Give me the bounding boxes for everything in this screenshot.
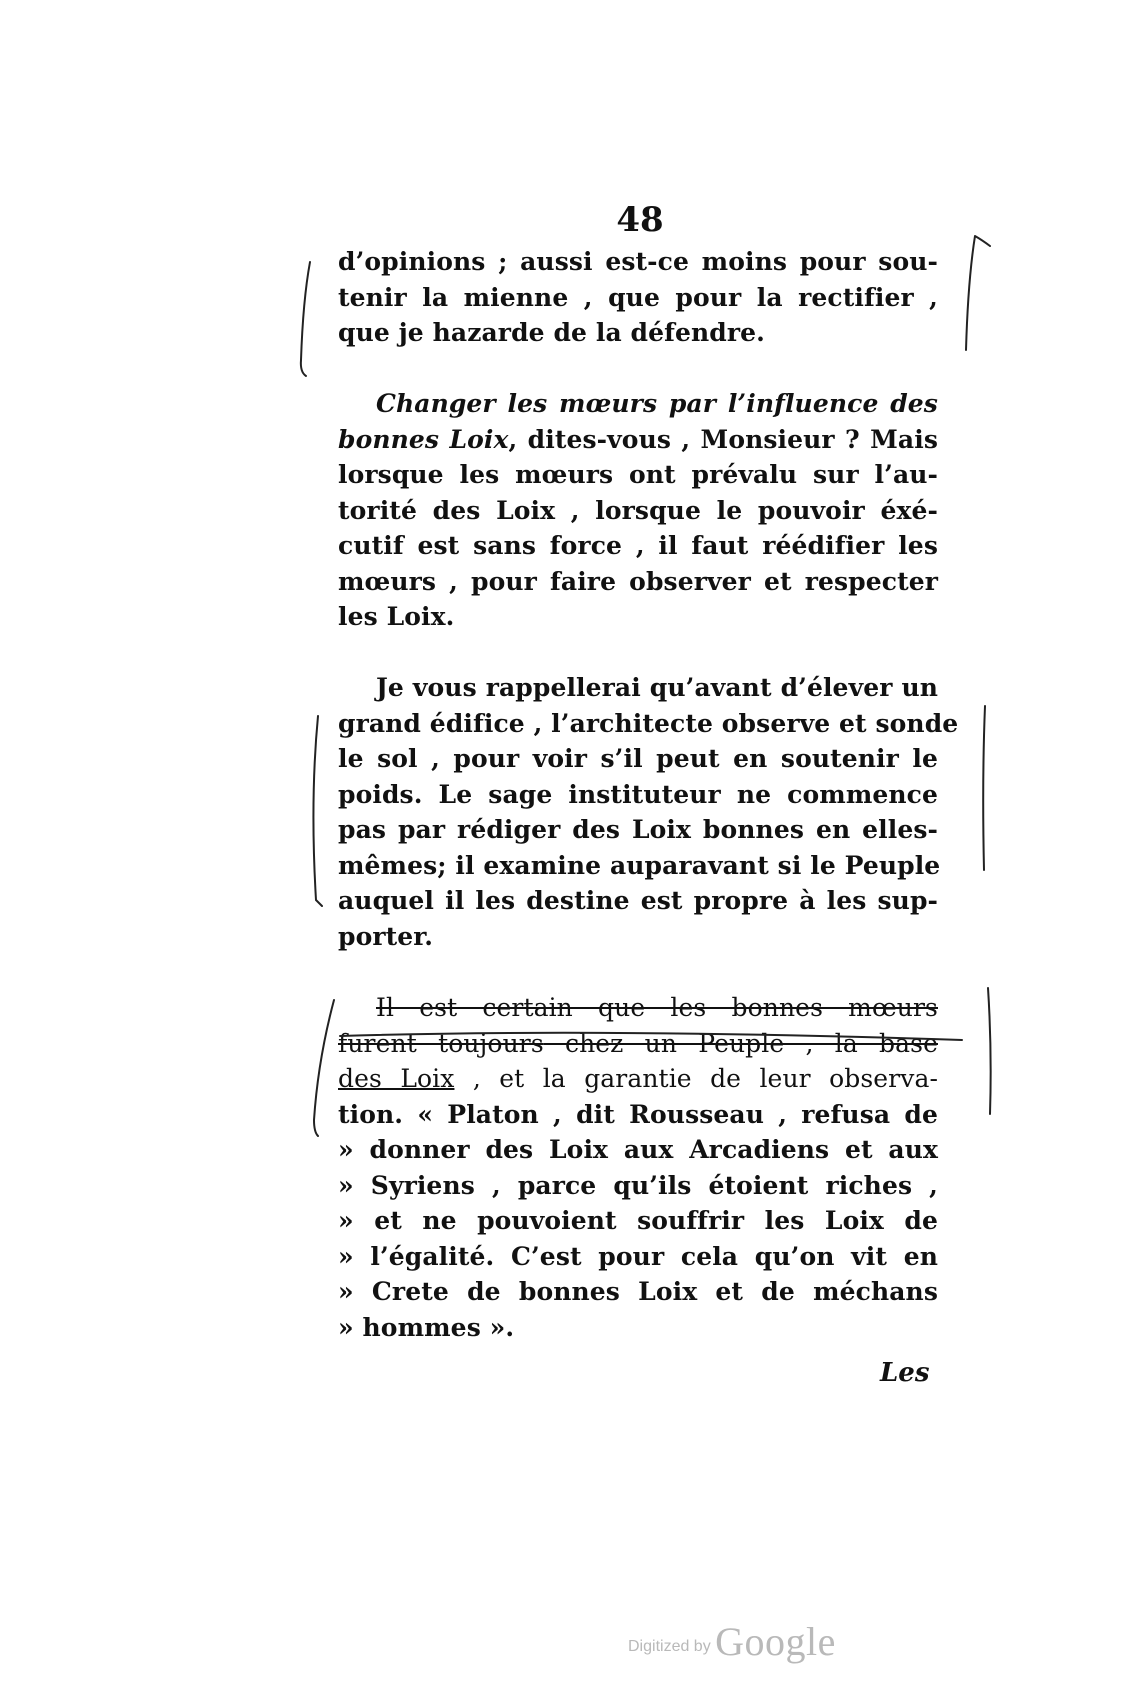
text-line: cutif est sans force , il faut réédifier les xyxy=(338,531,938,560)
text-line: » Crete de bonnes Loix et de méchans xyxy=(338,1277,938,1306)
text-fragment: , et la garantie de leur observa- xyxy=(454,1064,938,1093)
text-line xyxy=(338,990,938,1026)
text-line: poids. Le sage instituteur ne commence xyxy=(338,779,938,809)
text-line xyxy=(338,1061,938,1097)
text-line: tenir la mienne , que pour la rectifier , xyxy=(338,282,938,312)
text-line: » hommes ». xyxy=(338,1312,515,1342)
left-bracket-3 xyxy=(314,1000,334,1136)
paragraph-4 xyxy=(338,990,938,1345)
text-line: mêmes; il examine auparavant si le Peuple xyxy=(338,850,941,880)
google-logo: Google xyxy=(715,1619,836,1664)
text-line: mœurs , pour faire observer et respecter xyxy=(338,566,938,596)
struck-phrase: furent toujours xyxy=(338,1028,544,1058)
page-number: 48 xyxy=(616,200,664,240)
text-line: » donner des Loix aux Arcadiens et aux xyxy=(338,1135,938,1164)
text-line xyxy=(338,386,938,422)
paragraph-1 xyxy=(338,244,938,351)
catchword: Les xyxy=(880,1358,930,1388)
italic-phrase: bonnes Loix xyxy=(338,424,509,454)
text-line: tion. « Platon , dit Rousseau , refusa de xyxy=(338,1099,938,1129)
left-bracket-1 xyxy=(301,262,310,376)
text-fragment: , dites-vous , Monsieur ? Mais xyxy=(508,424,939,454)
text-line: auquel il les destine est propre à les sup- xyxy=(338,886,938,915)
text-line: Je vous rappellerai qu’avant d’élever un xyxy=(376,673,938,702)
paragraph-3 xyxy=(338,670,959,954)
text-line: grand édifice , l’architecte observe et sonde xyxy=(338,708,959,738)
text-line: lorsque les mœurs ont prévalu sur l’au- xyxy=(338,460,938,489)
digitized-watermark xyxy=(628,1618,836,1665)
left-bracket-2 xyxy=(313,716,322,906)
text-line: le sol , pour voir s’il peut en soutenir le xyxy=(338,744,938,773)
text-line: » Syriens , parce qu’ils étoient riches , xyxy=(338,1170,938,1200)
struck-phrase: chez un Peuple , la base xyxy=(543,1028,938,1058)
right-bracket-1 xyxy=(966,236,990,350)
text-line: d’opinions ; aussi est-ce moins pour sou- xyxy=(338,247,938,276)
watermark-prefix: Digitized by xyxy=(628,1638,711,1655)
underlined-phrase: des Loix xyxy=(338,1064,455,1093)
text-line: torité des Loix , lorsque le pouvoir éxé- xyxy=(338,495,938,525)
text-line: les Loix. xyxy=(338,602,455,631)
text-line: porter. xyxy=(338,921,434,951)
paragraph-2 xyxy=(338,386,938,635)
italic-phrase: Changer les mœurs par l’influence des xyxy=(376,389,938,418)
text-line: » l’égalité. C’est pour cela qu’on vit en xyxy=(338,1241,938,1271)
text-line: que je hazarde de la défendre. xyxy=(338,318,765,347)
struck-phrase: Il est certain que les bonnes mœurs xyxy=(376,993,938,1022)
right-bracket-3 xyxy=(988,988,991,1114)
right-bracket-2 xyxy=(983,706,985,870)
text-line xyxy=(338,1026,938,1062)
text-line xyxy=(338,422,938,458)
text-line: » et ne pouvoient souffrir les Loix de xyxy=(338,1206,938,1235)
text-line: pas par rédiger des Loix bonnes en elles- xyxy=(338,815,938,844)
